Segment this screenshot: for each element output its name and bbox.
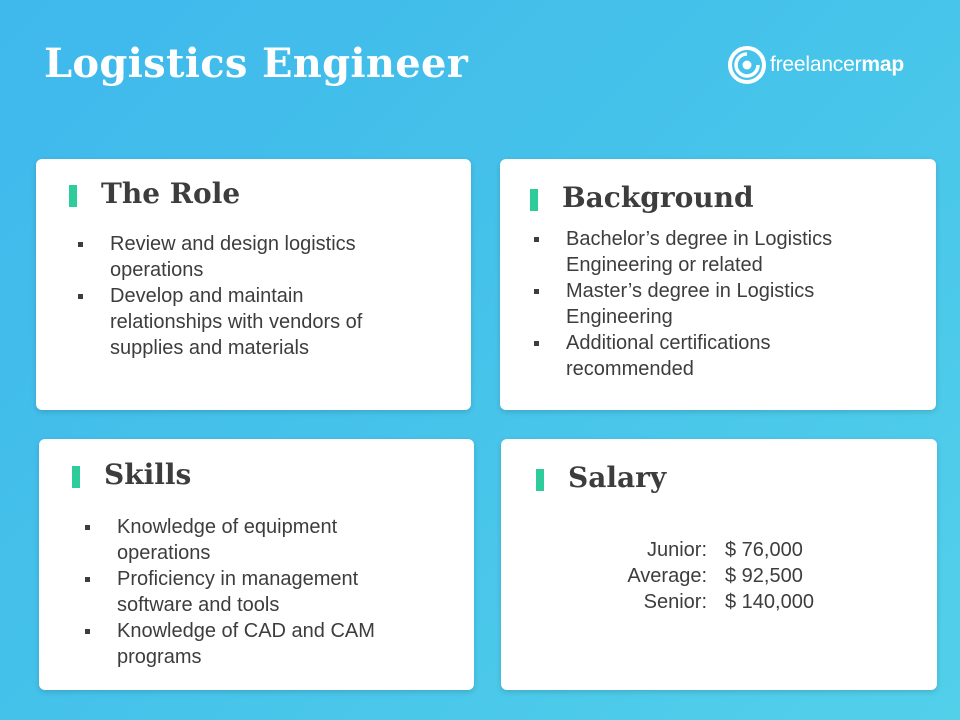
list-item: Additional certifications recommended (528, 330, 868, 382)
salary-label: Average: (627, 565, 707, 587)
skills-list (79, 514, 409, 670)
accent-bar (530, 189, 538, 211)
accent-bar (69, 185, 77, 207)
skills-title-text: Skills (104, 458, 192, 491)
freelancermap-logo[interactable] (727, 45, 904, 85)
salary-title-text: Salary (568, 461, 667, 494)
salary-row-senior (601, 589, 814, 615)
accent-bar (536, 469, 544, 491)
salary-row-junior (601, 537, 814, 563)
accent-bar (72, 466, 80, 488)
salary-table (601, 537, 814, 615)
role-list (72, 231, 412, 361)
role-title-text: The Role (101, 177, 241, 210)
background-title-text: Background (562, 181, 754, 214)
skills-card-title (72, 458, 191, 491)
salary-card-title (536, 461, 666, 494)
list-item: Master’s degree in Logistics Engineering (528, 278, 868, 330)
salary-card (501, 439, 937, 690)
list-item: Proficiency in management software and tools (79, 566, 409, 618)
salary-label: Senior: (643, 591, 707, 613)
list-item: Develop and maintain relationships with vendors of supplies and materials (72, 283, 412, 361)
list-item: Review and design logistics operations (72, 231, 412, 283)
background-list (528, 226, 868, 382)
page-title: Logistics Engineer (44, 40, 469, 87)
logo-text (770, 53, 904, 77)
list-item: Bachelor’s degree in Logistics Engineering or related (528, 226, 868, 278)
role-card-title (69, 177, 240, 210)
salary-value: $ 92,500 (725, 565, 803, 587)
background-card (500, 159, 936, 410)
logo-text-light: freelancer (770, 53, 862, 76)
freelancermap-logo-icon (727, 45, 767, 85)
salary-value: $ 76,000 (725, 539, 803, 561)
background-card-title (530, 181, 754, 214)
logo-text-bold: map (861, 53, 904, 76)
skills-card (39, 439, 474, 690)
salary-row-average (601, 563, 814, 589)
role-card (36, 159, 471, 410)
list-item: Knowledge of CAD and CAM programs (79, 618, 409, 670)
salary-label: Junior: (646, 539, 707, 561)
salary-value: $ 140,000 (725, 591, 814, 613)
list-item: Knowledge of equipment operations (79, 514, 409, 566)
